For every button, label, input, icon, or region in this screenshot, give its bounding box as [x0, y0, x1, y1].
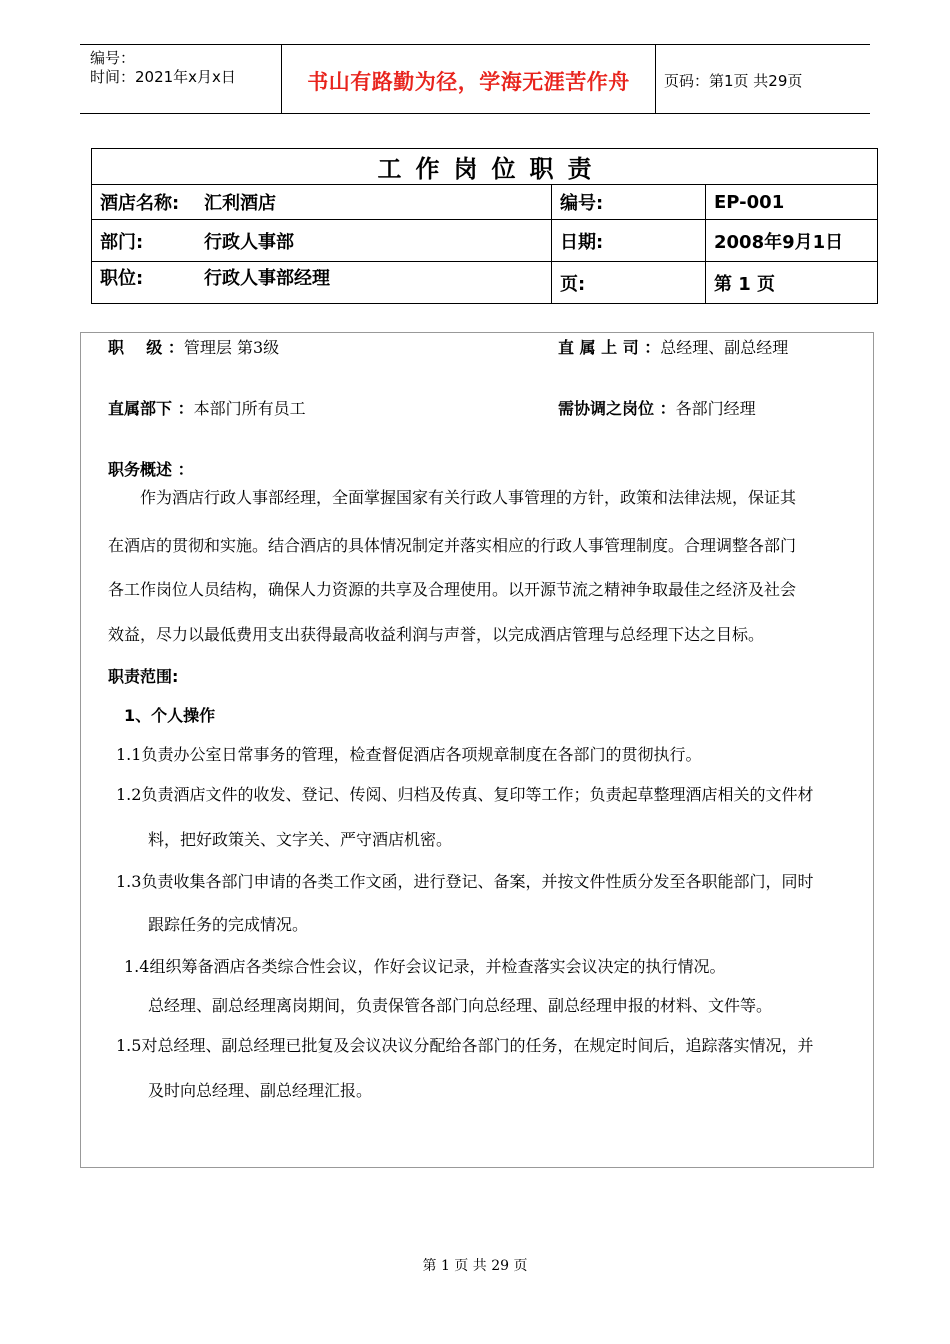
dept-cell [92, 220, 552, 262]
time-label: 时间：2021年x月x日 [90, 68, 236, 86]
overview-line: 作为酒店行政人事部经理，全面掌握国家有关行政人事管理的方针，政策和法律法规，保证其 [140, 488, 797, 507]
overview-line: 各工作岗位人员结构，确保人力资源的共享及合理使用。以开源节流之精神争取最佳之经济及社会 [108, 580, 797, 599]
overview-label: 职务概述 ： [108, 460, 194, 479]
page-label: 页: [552, 262, 706, 304]
overview-line: 效益，尽力以最低费用支出获得最高收益利润与声誉，以完成酒店管理与总经理下达之目标。 [108, 625, 765, 644]
code-label: 编号: [552, 185, 706, 220]
overview-line: 在酒店的贯彻和实施。结合酒店的具体情况制定并落实相应的行政人事管理制度。合理调整各部门 [108, 536, 797, 555]
duty-item-cont: 总经理、副总经理离岗期间，负责保管各部门向总经理、副总经理申报的材料、文件等。 [148, 996, 773, 1015]
duty-item: 1.1负责办公室日常事务的管理，检查督促酒店各项规章制度在各部门的贯彻执行。 [116, 745, 702, 764]
duty-item-cont: 料，把好政策关、文字关、严守酒店机密。 [148, 830, 453, 849]
position-cell [92, 262, 552, 304]
job-info-table [91, 148, 878, 304]
grade-value: 管理层 第3级 [183, 338, 280, 357]
duty-item-cont: 跟踪任务的完成情况。 [148, 915, 309, 934]
scope-label: 职责范围: [108, 667, 179, 686]
duty-item: 1.5对总经理、副总经理已批复及会议决议分配给各部门的任务，在规定时间后，追踪落实情况，并 [116, 1036, 814, 1055]
duty-item-cont: 及时向总经理、副总经理汇报。 [148, 1081, 373, 1100]
coordinate-value: 各部门经理 [675, 399, 756, 418]
superior-value: 总经理、副总经理 [660, 338, 789, 357]
header-bottom-rule [80, 113, 870, 114]
page-value: 第 1 页 [706, 262, 878, 304]
superior-label: 直 属 上 司 ： [558, 338, 661, 357]
position-label: 职位: [100, 268, 144, 289]
dept-label: 部门: [100, 231, 144, 253]
duty-item: 1.3负责收集各部门申请的各类工作文函，进行登记、备案，并按文件性质分发至各职能部门，同时 [116, 872, 814, 891]
footer-page-number: 第 1 页 共 29 页 [422, 1258, 528, 1274]
hotel-label: 酒店名称: [100, 193, 180, 214]
coordinate-row [558, 398, 756, 420]
subordinate-row [108, 398, 306, 420]
grade-row [108, 337, 279, 359]
date-label: 日期: [552, 220, 706, 262]
date-value: 2008年9月1日 [706, 220, 878, 262]
section-title: 1、个人操作 [124, 706, 216, 725]
header-divider [655, 44, 656, 113]
motto: 书山有路勤为径，学海无涯苦作舟 [307, 69, 630, 94]
subordinate-value: 本部门所有员工 [193, 399, 306, 418]
dept-value: 行政人事部 [204, 231, 294, 253]
hotel-value: 汇利酒店 [204, 193, 276, 214]
code-value: EP-001 [706, 185, 878, 220]
header-top-rule [80, 44, 870, 45]
page-title: 工作岗位职责 [92, 149, 878, 185]
hotel-cell [92, 185, 552, 220]
duty-item: 1.2负责酒店文件的收发、登记、传阅、归档及传真、复印等工作；负责起草整理酒店相关的文件材 [116, 785, 814, 804]
number-label: 编号： [90, 49, 136, 67]
superior-row [558, 337, 788, 359]
subordinate-label: 直属部下 ： [108, 399, 194, 418]
coordinate-label: 需协调之岗位 ： [558, 399, 676, 418]
grade-label: 职 级 ： [108, 338, 184, 357]
position-value: 行政人事部经理 [204, 268, 330, 289]
page-code: 页码：第1页 共29页 [664, 72, 803, 90]
duty-item: 1.4组织筹备酒店各类综合性会议，作好会议记录，并检查落实会议决定的执行情况。 [124, 957, 726, 976]
